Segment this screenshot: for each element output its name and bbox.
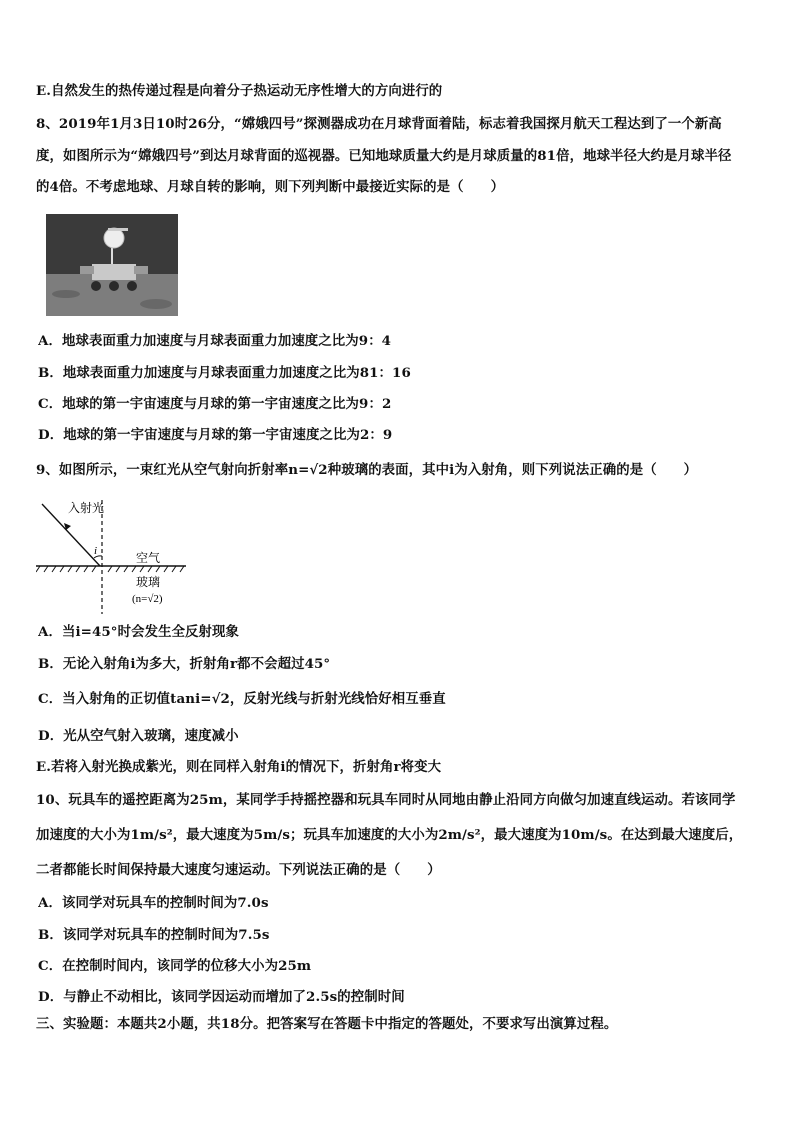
q10-option-d: D．与静止不动相比，该同学因运动而增加了2.5s的控制时间 (38, 989, 405, 1005)
hatch-marks (36, 566, 184, 572)
q8-option-b: B．地球表面重力加速度与月球表面重力加速度之比为81：16 (38, 365, 411, 381)
q9-option-a: A．当i=45°时会发生全反射现象 (38, 624, 240, 640)
q8-stem-line-1: 8、2019年1月3日10时26分，“嫦娥四号”探测器成功在月球背面着陆，标志着我国探月航天工程达到了一个新高 (36, 116, 722, 132)
q9-option-c: C．当入射角的正切值tani=√2，反射光线与折射光线恰好相互垂直 (38, 691, 446, 707)
q8-option-a: A．地球表面重力加速度与月球表面重力加速度之比为9：4 (38, 333, 392, 349)
q9-option-d: D．光从空气射入玻璃，速度减小 (38, 728, 239, 744)
q8-stem-line-2: 度，如图所示为“嫦娥四号”到达月球背面的巡视器。已知地球质量大约是月球质量的81倍，地球半径大约是月球半径 (36, 148, 732, 164)
glass-label: 玻璃 (136, 575, 161, 589)
q10-stem-line-3: 二者都能长时间保持最大速度匀速运动。下列说法正确的是（ ） (36, 862, 441, 878)
q7-option-e: E.自然发生的热传递过程是向着分子热运动无序性增大的方向进行的 (36, 83, 443, 99)
q10-option-b: B．该同学对玩具车的控制时间为7.5s (38, 927, 270, 943)
section-3-heading: 三、实验题：本题共2小题，共18分。把答案写在答题卡中指定的答题处，不要求写出演算过程。 (36, 1016, 618, 1032)
index-label: (n=√2) (132, 593, 163, 605)
lunar-rover-photo (46, 214, 178, 316)
q10-stem-line-2: 加速度的大小为1m/s²，最大速度为5m/s；玩具车加速度的大小为2m/s²，最大速度为10m/s。在达到最大速度后， (36, 827, 743, 843)
q8-option-d: D．地球的第一宇宙速度与月球的第一宇宙速度之比为2：9 (38, 427, 393, 443)
lunar-rover-illustration (46, 214, 178, 316)
angle-label: i (94, 545, 98, 557)
refraction-diagram (36, 496, 186, 616)
q9-option-b: B．无论入射角i为多大，折射角r都不会超过45° (38, 656, 331, 672)
q10-stem-line-1: 10、玩具车的遥控距离为25m，某同学手持摇控器和玩具车同时从同地由静止沿同方向做匀加速直线运动。若该同学 (36, 792, 736, 808)
q8-stem-line-3: 的4倍。不考虑地球、月球自转的影响，则下列判断中最接近实际的是（ ） (36, 179, 505, 195)
q9-stem: 9、如图所示，一束红光从空气射向折射率n=√2种玻璃的表面，其中i为入射角，则下列说法正确的是（ ） (36, 462, 698, 478)
q8-option-c: C．地球的第一宇宙速度与月球的第一宇宙速度之比为9：2 (38, 396, 392, 412)
q10-option-a: A．该同学对玩具车的控制时间为7.0s (38, 895, 269, 911)
incident-label: 入射光 (68, 501, 105, 515)
air-label: 空气 (136, 551, 161, 565)
q10-option-c: C．在控制时间内，该同学的位移大小为25m (38, 958, 312, 974)
q9-option-e: E.若将入射光换成紫光，则在同样入射角i的情况下，折射角r将变大 (36, 759, 442, 775)
